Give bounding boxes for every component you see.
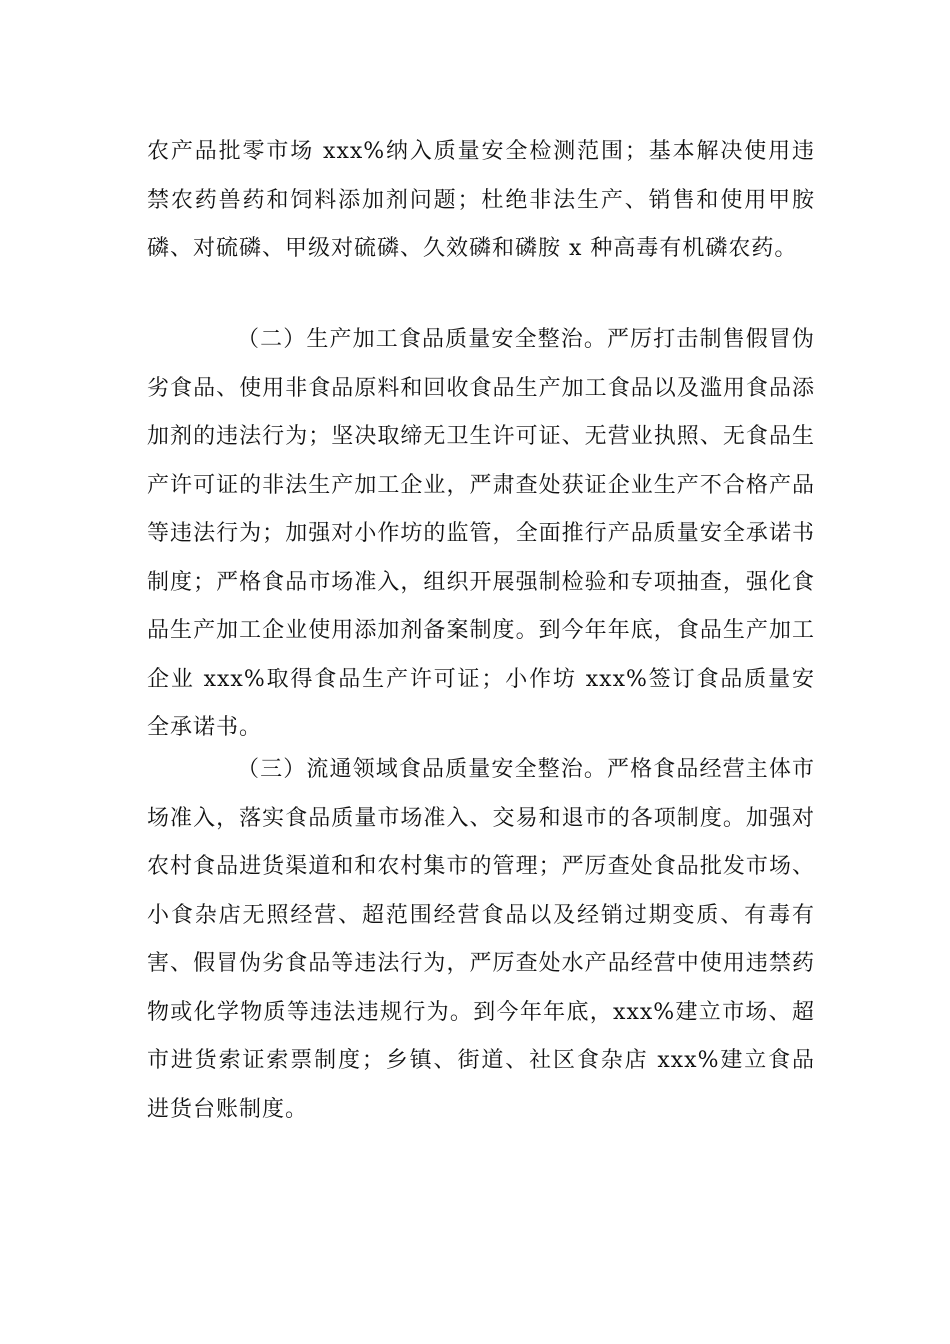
paragraph-section-2: （二）生产加工食品质量安全整治。严厉打击制售假冒伪劣食品、使用非食品原料和回收食品生产加工食品以及滥用食品添加剂的违法行为；坚决取缔无卫生许可证、无营业执照、无食品生产许可证的非法生产加工企业，严肃查处获证企业生产不合格产品等违法行为；加强对小作坊的监管，全面推行产品质量安全承诺书制度；严格食品市场准入，组织开展强制检验和专项抽查，强化食品生产加工企业使用添加剂备案制度。到今年年底，食品生产加工企业 xxx%取得食品生产许可证；小作坊 xxx%签订食品质量安全承诺书。	[147, 327, 815, 740]
paragraph-continuation: 农产品批零市场 xxx%纳入质量安全检测范围；基本解决使用违禁农药兽药和饲料添加剂问题；杜绝非法生产、销售和使用甲胺磷、对硫磷、甲级对硫磷、久效磷和磷胺 x 种高毒有机磷农药。	[147, 139, 815, 261]
paragraph-section-3: （三）流通领域食品质量安全整治。严格食品经营主体市场准入，落实食品质量市场准入、交易和退市的各项制度。加强对农村食品进货渠道和和农村集市的管理；严厉查处食品批发市场、小食杂店无照经营、超范围经营食品以及经销过期变质、有毒有害、假冒伪劣食品等违法行为，严厉查处水产品经营中使用违禁药物或化学物质等违法违规行为。到今年年底，xxx%建立市场、超市进货索证索票制度；乡镇、街道、社区食杂店 xxx%建立食品进货台账制度。	[147, 757, 815, 1122]
